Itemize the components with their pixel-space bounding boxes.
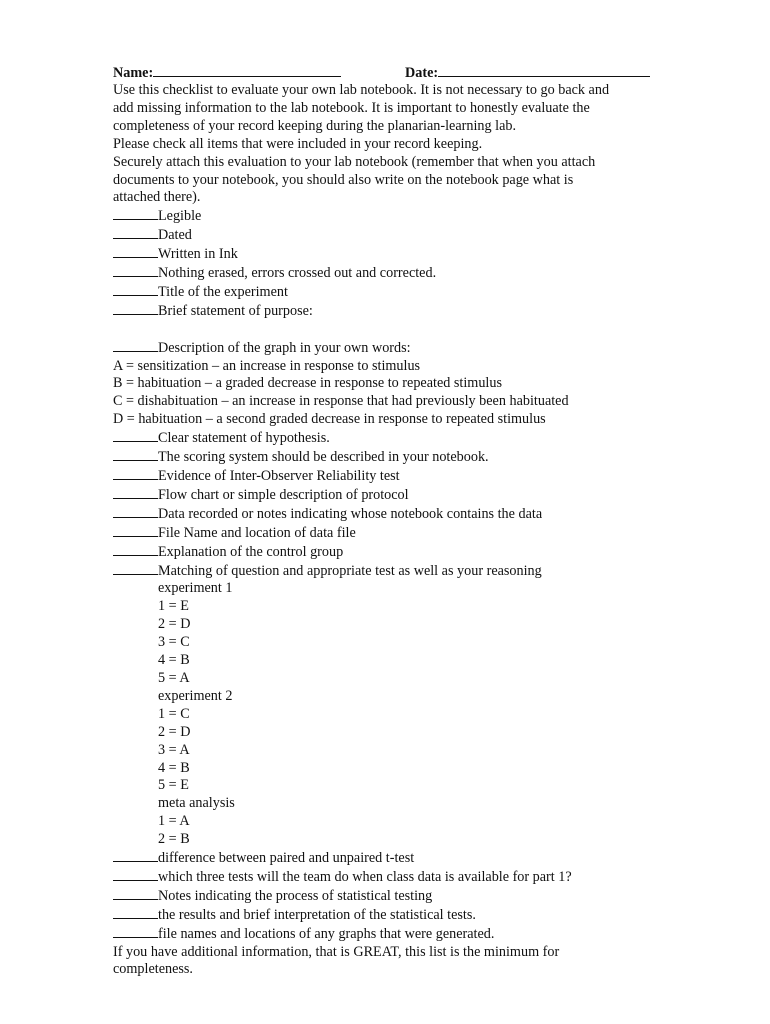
checklist-item[interactable] bbox=[113, 264, 673, 283]
check-blank[interactable] bbox=[113, 226, 158, 239]
check-blank[interactable] bbox=[113, 245, 158, 258]
checklist-item-label: Matching of question and appropriate test as well as your reasoning bbox=[158, 562, 542, 579]
checklist-item[interactable] bbox=[113, 925, 673, 944]
check-blank[interactable] bbox=[113, 887, 158, 900]
checklist-item-label: which three tests will the team do when class data is available for part 1? bbox=[158, 868, 572, 885]
checklist-item-label: Clear statement of hypothesis. bbox=[158, 430, 330, 447]
checklist-item-label: Flow chart or simple description of protocol bbox=[158, 486, 409, 503]
intro-line: documents to your notebook, you should also write on the notebook page what is bbox=[113, 171, 574, 188]
experiment2-title: experiment 2 bbox=[158, 687, 233, 704]
match-line: 5 = E bbox=[158, 777, 189, 794]
date-label: Date: bbox=[405, 65, 439, 81]
match-line: 1 = E bbox=[158, 598, 189, 615]
checklist-item[interactable] bbox=[113, 207, 673, 226]
match-line: 1 = A bbox=[158, 813, 190, 830]
checklist-item[interactable] bbox=[113, 467, 673, 486]
match-line: 3 = C bbox=[158, 634, 190, 651]
checklist-item-label: Nothing erased, errors crossed out and corrected. bbox=[158, 265, 437, 282]
check-blank[interactable] bbox=[113, 543, 158, 556]
intro-paragraph bbox=[113, 82, 673, 207]
checklist-item-label: File Name and location of data file bbox=[158, 524, 356, 541]
checklist-item[interactable] bbox=[113, 505, 673, 524]
checklist-item[interactable] bbox=[113, 226, 673, 245]
match-line: 2 = D bbox=[158, 616, 191, 633]
checklist-item[interactable] bbox=[113, 448, 673, 467]
checklist-item-label: Data recorded or notes indicating whose notebook contains the data bbox=[158, 505, 543, 522]
checklist-item[interactable] bbox=[113, 562, 673, 581]
checklist-item[interactable] bbox=[113, 849, 673, 868]
checklist-item-label: file names and locations of any graphs that were generated. bbox=[158, 925, 495, 942]
checklist-item[interactable] bbox=[113, 887, 673, 906]
check-blank[interactable] bbox=[113, 283, 158, 296]
definition-line: A = sensitization – an increase in response to stimulus bbox=[113, 357, 421, 374]
definitions-list bbox=[113, 358, 673, 430]
check-blank[interactable] bbox=[113, 906, 158, 919]
closing-line: If you have additional information, that is GREAT, this list is the minimum for bbox=[113, 943, 560, 960]
checklist-item-label: The scoring system should be described in your notebook. bbox=[158, 449, 489, 466]
checklist-item-label: Notes indicating the process of statistical testing bbox=[158, 887, 433, 904]
check-blank[interactable] bbox=[113, 925, 158, 938]
closing-paragraph bbox=[113, 944, 673, 980]
checklist-item[interactable] bbox=[113, 245, 673, 264]
intro-line: attached there). bbox=[113, 189, 201, 206]
name-field[interactable] bbox=[113, 64, 341, 83]
date-blank[interactable] bbox=[438, 64, 650, 77]
checklist-item-label: Explanation of the control group bbox=[158, 543, 344, 560]
check-blank[interactable] bbox=[113, 562, 158, 575]
intro-line: Securely attach this evaluation to your lab notebook (remember that when you attach bbox=[113, 153, 596, 170]
checklist-item[interactable] bbox=[113, 868, 673, 887]
check-blank[interactable] bbox=[113, 302, 158, 315]
definition-line: C = dishabituation – an increase in response that had previously been habituated bbox=[113, 393, 569, 410]
checklist-section-b bbox=[113, 429, 673, 580]
checklist-item[interactable] bbox=[113, 302, 673, 321]
checklist-item-label: Title of the experiment bbox=[158, 283, 288, 300]
checklist-item-label: Description of the graph in your own words: bbox=[158, 339, 411, 356]
intro-line: completeness of your record keeping during the planarian-learning lab. bbox=[113, 117, 517, 134]
check-blank[interactable] bbox=[113, 448, 158, 461]
checklist-item-label: difference between paired and unpaired t-test bbox=[158, 850, 415, 867]
header-row bbox=[113, 64, 673, 82]
checklist-section-c bbox=[113, 849, 673, 944]
check-blank[interactable] bbox=[113, 486, 158, 499]
checklist-item[interactable] bbox=[113, 429, 673, 448]
checklist-item-label: Written in Ink bbox=[158, 246, 238, 263]
checklist-item[interactable] bbox=[113, 543, 673, 562]
check-blank[interactable] bbox=[113, 505, 158, 518]
intro-line: Please check all items that were included in your record keeping. bbox=[113, 135, 483, 152]
checklist-item-label: Legible bbox=[158, 208, 202, 225]
checklist-item[interactable] bbox=[113, 486, 673, 505]
checklist-item-label: Dated bbox=[158, 227, 192, 244]
check-blank[interactable] bbox=[113, 467, 158, 480]
checklist-item-label: the results and brief interpretation of the statistical tests. bbox=[158, 906, 476, 923]
check-blank[interactable] bbox=[113, 207, 158, 220]
checklist-item[interactable] bbox=[113, 283, 673, 302]
checklist-item-label: Evidence of Inter-Observer Reliability test bbox=[158, 468, 400, 485]
definition-line: B = habituation – a graded decrease in response to repeated stimulus bbox=[113, 375, 502, 392]
closing-line: completeness. bbox=[113, 961, 193, 978]
match-line: 2 = D bbox=[158, 723, 191, 740]
match-line: 3 = A bbox=[158, 741, 190, 758]
match-line: 2 = B bbox=[158, 831, 190, 848]
document-body bbox=[113, 64, 673, 979]
match-line: 1 = C bbox=[158, 705, 190, 722]
name-label: Name: bbox=[113, 65, 154, 81]
match-line: 4 = B bbox=[158, 759, 190, 776]
checklist-item-label: Brief statement of purpose: bbox=[158, 302, 313, 319]
checklist-item[interactable] bbox=[113, 906, 673, 925]
matching-answers bbox=[113, 580, 673, 849]
match-line: 4 = B bbox=[158, 652, 190, 669]
meta-analysis-title: meta analysis bbox=[158, 795, 235, 812]
date-field[interactable] bbox=[405, 64, 650, 83]
intro-line: Use this checklist to evaluate your own lab notebook. It is not necessary to go back and bbox=[113, 82, 610, 98]
checklist-item-graph[interactable] bbox=[113, 339, 673, 358]
match-line: 5 = A bbox=[158, 669, 190, 686]
intro-line: add missing information to the lab notebook. It is important to honestly evaluate the bbox=[113, 99, 590, 116]
check-blank[interactable] bbox=[113, 264, 158, 277]
check-blank[interactable] bbox=[113, 524, 158, 537]
blank-space bbox=[113, 321, 673, 339]
check-blank[interactable] bbox=[113, 868, 158, 881]
definition-line: D = habituation – a second graded decrease in response to repeated stimulus bbox=[113, 411, 546, 428]
check-blank[interactable] bbox=[113, 339, 158, 352]
name-blank[interactable] bbox=[153, 64, 341, 77]
experiment1-title: experiment 1 bbox=[158, 580, 233, 597]
checklist-section-a bbox=[113, 207, 673, 320]
check-blank[interactable] bbox=[113, 849, 158, 862]
check-blank[interactable] bbox=[113, 429, 158, 442]
checklist-item[interactable] bbox=[113, 524, 673, 543]
